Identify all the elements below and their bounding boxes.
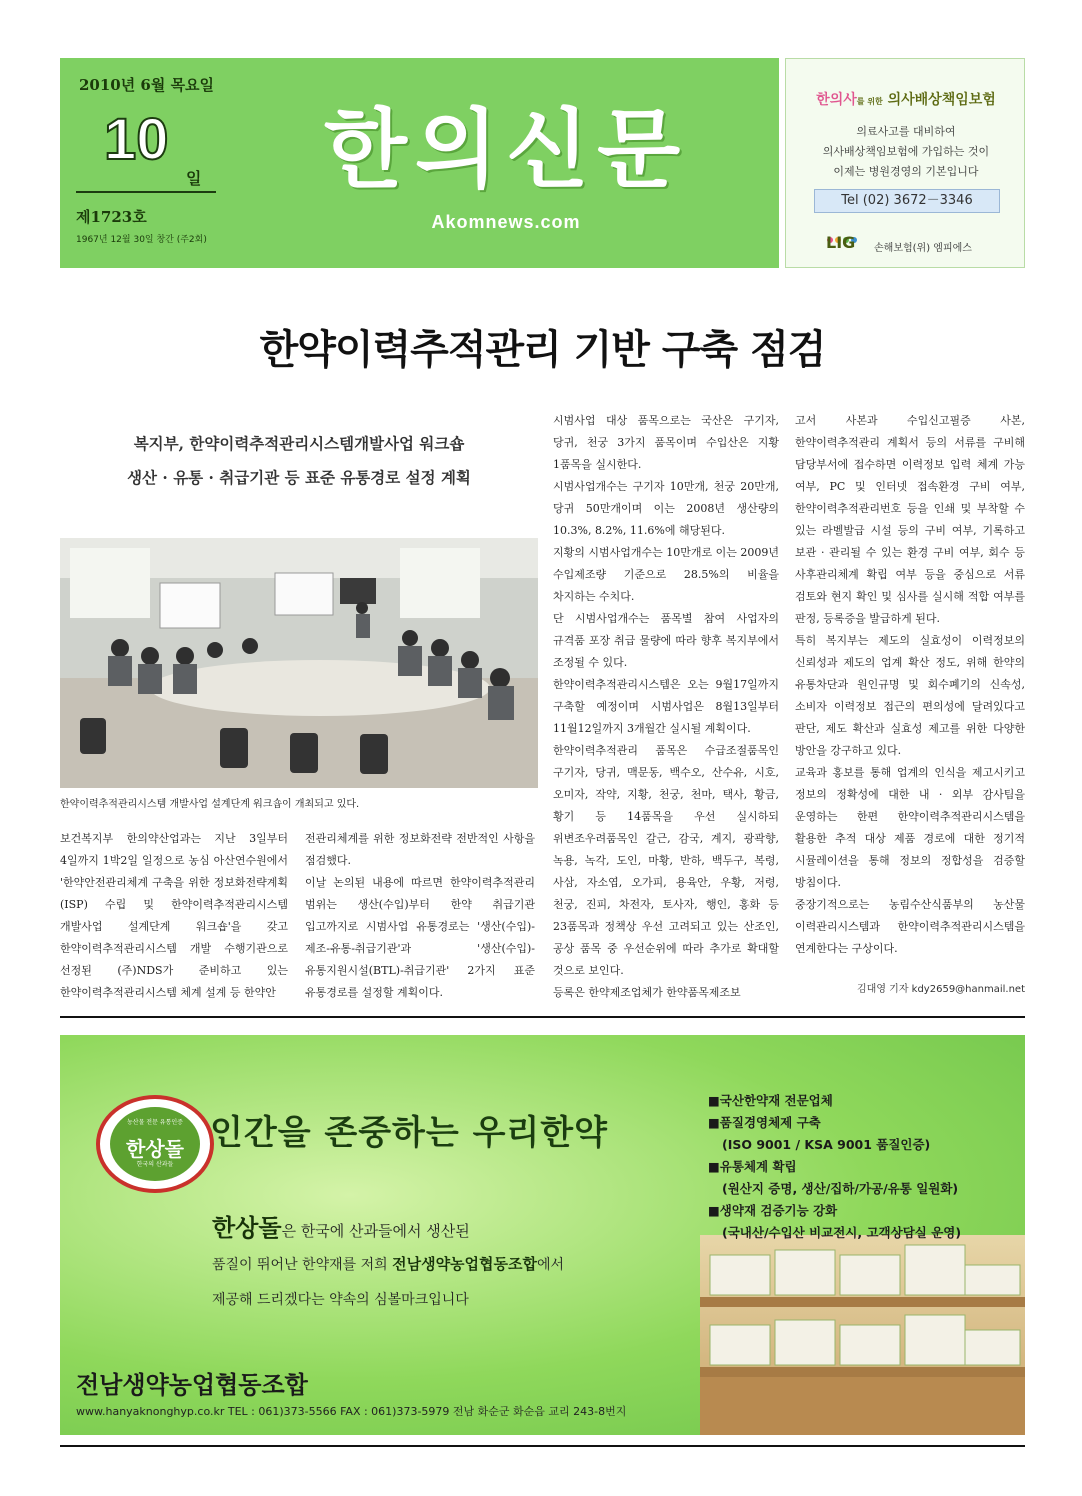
date-box: [60, 58, 233, 268]
day-number: 10: [104, 107, 169, 172]
ad-paragraph-2: [212, 1253, 564, 1274]
ad-p2-bold: 전남생약농업협동조합: [392, 1255, 537, 1273]
article-column-3: 시범사업 대상 품목으로는 국산은 구기자, 당귀, 천궁 3가지 품목이며 수입산은 지황 1품목을 실시한다. 시범사업개수는 구기자 10만개, 천궁 20만개, 당귀 50만개이며 이는 2008년 생산량의 10.3%, 8.2%, 11.6%에 해당된다. 지황의 시범사업개수는 10만개로 이는 2009년 수입제조량 기준으로 28.5%의 비율을 차지하는 수치다. 단 시범사업개수는 품목별 참여 사업자의 규격품 포장 취급 물량에 따라 향후 복지부에서 조정될 수 있다. 한약이력추적관리시스템은 오는 9월17일까지 구축할 예정이며 시범사업은 8월13일부터 11월12일까지 3개월간 실시될 계획이다. 한약이력추적관리 품목은 수급조절품목인 구기자, 당귀, 맥문동, 백수오, 산수유, 시호, 오미자, 작약, 지황, 천궁, 천마, 택사, 황금, 황기 등 14품목을 우선 실시하되 위변조우려품목인 갈근, 감국, 계지, 광곽향, 녹용, 녹각, 도인, 마황, 반하, 백두구, 복령, 사삼, 자소엽, 오가피, 용육안, 우황, 저령, 천궁, 진피, 차전자, 토사자, 행인, 홍화 등 23품목과 정책상 우선 고려되고 있는 산조인, 공상 품목 중 우선순위에 따라 추가로 확대할 것으로 보인다. 등록은 한약제조업체가 한약품목제조보: [553, 414, 779, 999]
issue-number: 제1723호: [76, 208, 147, 226]
day-suffix: 일: [186, 169, 202, 188]
ad-feature-item: ■유통체계 확립: [708, 1159, 797, 1174]
ad-feature-detail: (원산지 증명, 생산/집하/가공/유통 일원화): [722, 1181, 959, 1196]
ad-feature-list: [708, 1090, 1008, 1244]
insurance-brand: LIG: [826, 233, 856, 252]
photo-caption: 한약이력추적관리시스템 개발사업 설계단계 워크숍이 개최되고 있다.: [60, 799, 360, 810]
workshop-photo: [60, 538, 538, 788]
ad-heading-main: 의사배상책임보험: [887, 92, 996, 108]
publication-date: 2010년 6월 목요일: [78, 76, 215, 94]
article-headline: 한약이력추적관리 기반 구축 점검: [259, 327, 826, 373]
insurance-ad-line3: 이제는 병원경영의 기본입니다: [833, 165, 979, 178]
ad-paragraph-3: 제공해 드리겠다는 약속의 심볼마크입니다: [212, 1292, 469, 1308]
article-byline: 김대영 기자 kdy2659@hanmail.net: [857, 984, 1025, 995]
article-column-4: 고서 사본과 수입신고필증 사본, 한약이력추적관리 계획서 등의 서류를 구비해 담당부서에 접수하면 이력정보 입력 체계 가능 여부, PC 및 인터넷 접속환경 구비 여부, 한약이력추적관리번호 등을 인쇄 및 부착할 수 있는 라벨발급 시설 등의 구비 여부, 기록하고 보관 · 관리될 수 있는 환경 구비 여부, 회수 등 사후관리체계 확립 여부 등을 중심으로 서류 검토와 현지 확인 및 심사를 실시해 적합 여부를 판정, 등록증을 발급하게 된다. 특히 복지부는 제도의 실효성이 이력정보의 신뢰성과 제도의 업계 확산 정도, 위해 한약의 유통차단과 원인규명 및 회수폐기의 신속성, 소비자 이력정보 접근의 편의성에 달려있다고 판단, 제도 확산과 실효성 제고를 위한 다양한 방안을 강구하고 있다. 교육과 홍보를 통해 업계의 인식을 제고시키고 정보의 정확성에 대한 내 · 외부 감사팀을 운영하는 한편 한약이력추적관리시스템을 활용한 추적 대상 제품 경로에 대한 정기적 시뮬레이션을 통해 정보의 정합성을 검증할 방침이다. 중장기적으로는 농림수산식품부의 농산물 이력관리시스템과 한약이력추적관리시스템을 연계한다는 구상이다.: [795, 414, 1025, 955]
ad-brand-name: 한상돌: [212, 1214, 282, 1242]
insurance-ad-heading: [786, 89, 1026, 109]
website-link[interactable]: Akomnews.com: [431, 212, 581, 232]
product-shelf-image: [700, 1235, 1025, 1435]
ad-p1-text: 은 한국에 산과들에서 생산된: [281, 1222, 470, 1240]
newspaper-logo: 한의신문: [323, 99, 689, 200]
insurance-ad-line1: 의료사고를 대비하여: [856, 125, 956, 138]
herbal-coop-ad[interactable]: [60, 1035, 1025, 1435]
ad-contact-line[interactable]: www.hanyaknonghyp.co.kr TEL : 061)373-5566 FAX : 061)373-5979 전남 화순군 화순읍 교리 243-8번지: [76, 1405, 627, 1418]
article-subhead-1: 복지부, 한약이력추적관리시스템개발사업 워크숍: [133, 434, 465, 453]
masthead-title-box: [233, 58, 779, 268]
ad-paragraph-1: [212, 1208, 470, 1243]
hansangdol-badge-logo: [96, 1095, 214, 1193]
insurance-brand-sub: 손해보험(위) 엠피에스: [874, 243, 972, 254]
founded-line: 1967년 12월 30일 창간 (주2회): [76, 235, 207, 245]
section-divider: [60, 1016, 1025, 1018]
badge-inner: [110, 1107, 200, 1181]
badge-brand-name: 한상돌: [126, 1137, 184, 1161]
ad-organization-name: 전남생약농업협동조합: [76, 1371, 308, 1399]
insurance-ad-line2: 의사배상책임보험에 가입하는 것이: [822, 145, 990, 158]
ad-heading-small: 를 위한: [856, 97, 883, 106]
bottom-divider: [60, 1445, 1025, 1447]
ad-feature-detail: (국내산/수입산 비교전시, 고객상담실 운영): [722, 1225, 962, 1240]
badge-sub-text: 한국의 산과들: [136, 1161, 174, 1168]
ad-feature-item: ■국산한약재 전문업체: [708, 1093, 833, 1108]
ad-heading-highlight: 한의사: [816, 92, 857, 108]
date-divider: [76, 191, 216, 193]
ad-feature-detail: (ISO 9001 / KSA 9001 품질인증): [722, 1137, 931, 1152]
ad-feature-item: ■생약재 검증기능 강화: [708, 1203, 838, 1218]
article-column-2: 전관리체계를 위한 정보화전략 전반적인 사항을 점검했다. 이날 논의된 내용에 따르면 한약이력추적관리 범위는 생산(수입)부터 한약 취급기관 입고까지로 시범사업 유통경로는 '생산(수입)-제조-유통-취급기관'과 '생산(수입)-유통지원시설(BTL)-취급기관' 2가지 표준 유통경로를 설정할 계획이다.: [305, 832, 535, 999]
article-column-1: 보건복지부 한의약산업과는 지난 3일부터 4일까지 1박2일 일정으로 농심 아산연수원에서 '한약안전관리체계 구축을 위한 정보화전략계획(ISP) 수립 및 한약이력추적관리시스템 개발사업 설계단계 워크숍'을 갖고 한약이력추적관리시스템 개발 수행기관으로 선정된 (주)NDS가 준비하고 있는 한약이력추적관리시스템 체계 설계 등 한약안: [60, 832, 288, 999]
badge-top-text: 농산물 전문 유통인증: [127, 1119, 183, 1126]
ad-p2-text: 품질이 뛰어난 한약재를 저희: [212, 1257, 393, 1273]
ad-p2-tail: 에서: [537, 1257, 565, 1273]
ad-feature-item: ■품질경영체제 구축: [708, 1115, 821, 1130]
article-subhead-2: 생산 · 유통 · 취급기관 등 표준 유통경로 설정 계획: [127, 468, 471, 487]
insurance-ad[interactable]: [785, 58, 1025, 268]
ad-slogan: 인간을 존중하는 우리한약: [210, 1113, 608, 1153]
insurance-phone: Tel (02) 3672－3346: [814, 189, 1000, 213]
